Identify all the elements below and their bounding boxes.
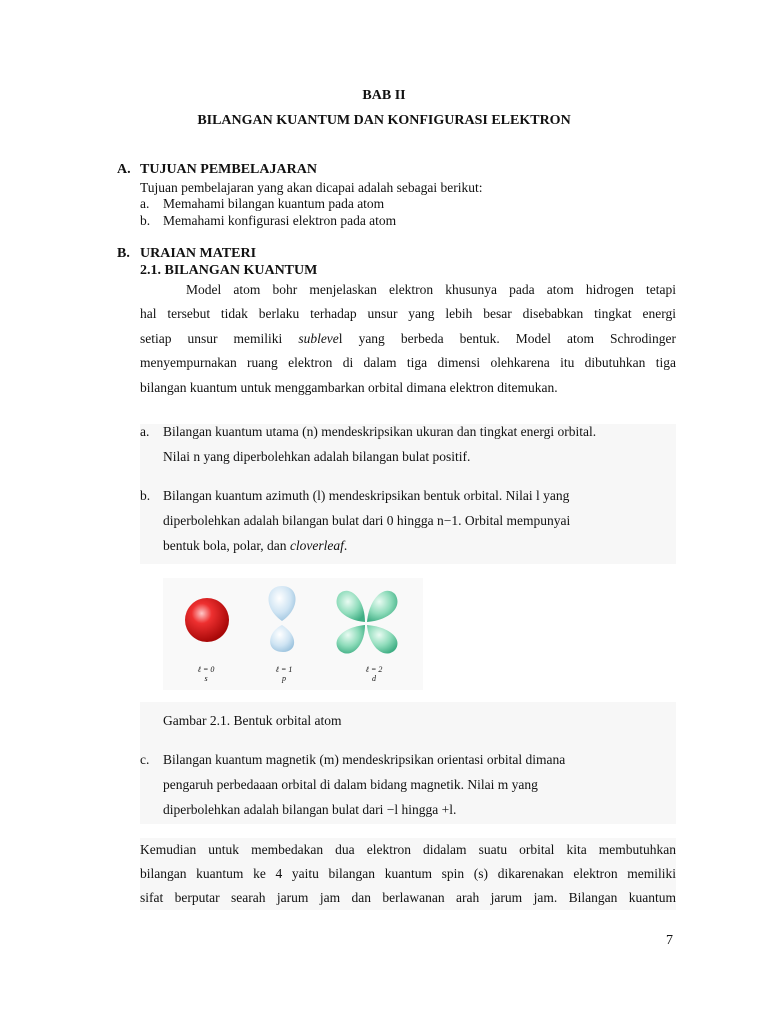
- italic-term: cloverleaf: [289, 538, 344, 553]
- chapter-title: BILANGAN KUANTUM DAN KONFIGURASI ELEKTRON: [197, 113, 571, 128]
- subsection-heading: 2.1. BILANGAN KUANTUM: [140, 263, 318, 278]
- subshell-label: p: [282, 674, 286, 683]
- s-orbital-sphere: [185, 598, 229, 642]
- section-a-heading: TUJUAN PEMBELAJARAN: [140, 162, 317, 177]
- paragraph-line: sifat berputar searah jarum jam dan berlawanan arah jarum jam. Bilangan kuantum: [140, 890, 676, 905]
- quantum-number-label: ℓ = 1: [275, 665, 293, 674]
- d-orbital-cloverleaf: [337, 591, 398, 654]
- list-item-line: Nilai n yang diperbolehkan adalah bilangan bulat positif.: [163, 449, 471, 464]
- list-item-marker: b.: [140, 488, 151, 503]
- quantum-number-label: ℓ = 2: [365, 665, 383, 674]
- paragraph-line: hal tersebut tidak berlaku terhadap unsur yang lebih besar disebabkan tingkat energi: [140, 306, 676, 321]
- list-item-line: diperbolehkan adalah bilangan bulat dari −l hingga +l.: [163, 802, 457, 817]
- paragraph-line: bilangan kuantum ke 4 yaitu bilangan kuantum spin (s) dikarenakan elektron memiliki: [140, 866, 676, 881]
- chapter-label: BAB II: [362, 88, 406, 103]
- list-item-marker: c.: [140, 752, 150, 767]
- list-item: Memahami konfigurasi elektron pada atom: [163, 213, 397, 228]
- list-item-line: Bilangan kuantum utama (n) mendeskripsikan ukuran dan tingkat energi orbital.: [163, 424, 597, 439]
- list-item-line: [163, 538, 347, 554]
- list-item-line: diperbolehkan adalah bilangan bulat dari 0 hingga n−1. Orbital mempunyai: [163, 513, 571, 528]
- list-item: Memahami bilangan kuantum pada atom: [163, 196, 385, 211]
- p-orbital-lobe: [270, 625, 294, 652]
- paragraph-line: [140, 331, 676, 347]
- text-run: setiap unsur memiliki: [140, 331, 299, 346]
- list-item-marker: b.: [140, 213, 151, 228]
- list-item-marker: a.: [140, 424, 150, 439]
- orbital-label-s: [191, 665, 221, 683]
- subshell-label: d: [372, 674, 376, 683]
- text-run: l yang berbeda bentuk. Model atom Schrodinger: [338, 331, 676, 346]
- paragraph-line: bilangan kuantum untuk menggambarkan orbital dimana elektron ditemukan.: [140, 380, 558, 395]
- text-run: bentuk bola, polar, dan: [163, 538, 290, 553]
- section-b-heading: URAIAN MATERI: [140, 246, 257, 261]
- orbital-label-p: [269, 665, 299, 683]
- italic-term: subleve: [298, 331, 339, 346]
- paragraph-line: menyempurnakan ruang elektron di dalam tiga dimensi olehkarena itu dibutuhkan tiga: [140, 355, 676, 370]
- list-item-line: Bilangan kuantum magnetik (m) mendeskripsikan orientasi orbital dimana: [163, 752, 566, 767]
- list-item-line: Bilangan kuantum azimuth (l) mendeskripsikan bentuk orbital. Nilai l yang: [163, 488, 570, 503]
- list-item-marker: a.: [140, 196, 150, 211]
- orbital-figure: [163, 578, 423, 690]
- paragraph-line: Kemudian untuk membedakan dua elektron didalam suatu orbital kita membutuhkan: [140, 842, 676, 857]
- list-item-line: pengaruh perbedaaan orbital di dalam bidang magnetik. Nilai m yang: [163, 777, 538, 792]
- orbital-label-d: [359, 665, 389, 683]
- page-number: 7: [666, 933, 673, 948]
- section-a-intro: Tujuan pembelajaran yang akan dicapai adalah sebagai berikut:: [140, 180, 483, 195]
- paragraph-line: Model atom bohr menjelaskan elektron khusunya pada atom hidrogen tetapi: [186, 282, 676, 297]
- subshell-label: s: [204, 674, 208, 683]
- section-b-marker: B.: [117, 246, 130, 261]
- quantum-number-label: ℓ = 0: [197, 665, 215, 674]
- section-a-marker: A.: [117, 162, 131, 177]
- text-run: .: [343, 538, 348, 553]
- figure-caption: Gambar 2.1. Bentuk orbital atom: [163, 713, 342, 728]
- p-orbital-lobe: [268, 586, 295, 621]
